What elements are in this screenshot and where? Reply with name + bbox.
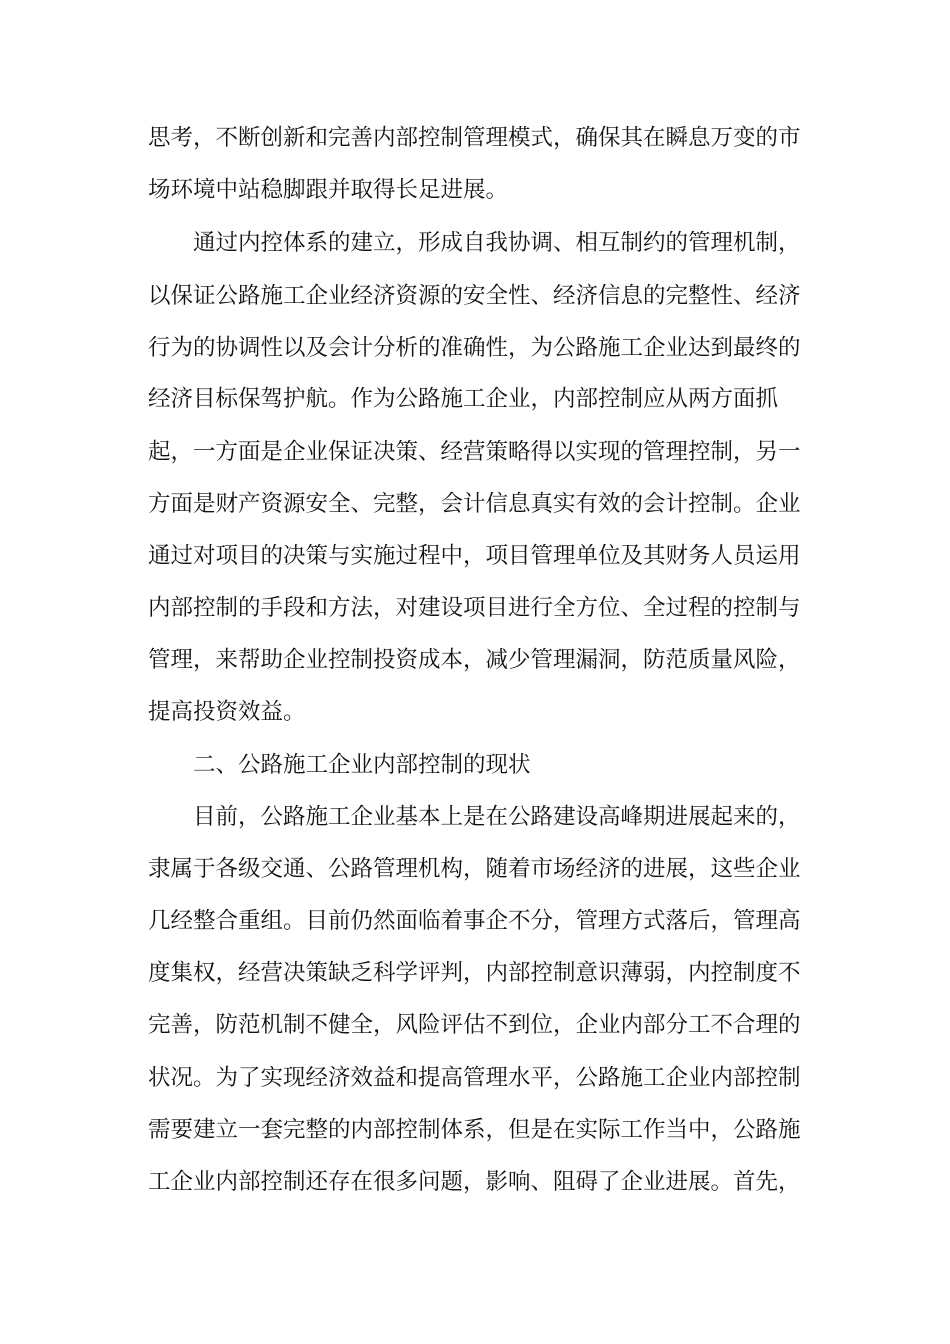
text-line <box>0 432 950 472</box>
text-line <box>0 849 950 889</box>
text-line <box>0 1162 950 1202</box>
text-line-content: 提高投资效益。 <box>148 699 306 725</box>
text-line <box>0 276 950 316</box>
text-line-content: 状况。为了实现经济效益和提高管理水平，公路施工企业内部控制 <box>148 1065 801 1091</box>
text-line-content: 场环境中站稳脚跟并取得长足进展。 <box>148 177 509 203</box>
text-line-content: 需要建立一套完整的内部控制体系，但是在实际工作当中，公路施 <box>148 1117 801 1143</box>
text-line-content: 目前，公路施工企业基本上是在公路建设高峰期进展起来的， <box>193 804 801 830</box>
text-line-content: 方面是财产资源安全、完整，会计信息真实有效的会计控制。企业 <box>148 491 801 517</box>
text-line-content: 隶属于各级交通、公路管理机构，随着市场经济的进展，这些企业 <box>148 856 801 882</box>
text-line <box>0 797 950 837</box>
text-line-content: 管理，来帮助企业控制投资成本，减少管理漏洞，防范质量风险， <box>148 647 801 673</box>
text-line-content: 思考，不断创新和完善内部控制管理模式，确保其在瞬息万变的市 <box>148 125 801 151</box>
text-line-content: 通过对项目的决策与实施过程中，项目管理单位及其财务人员运用 <box>148 543 801 569</box>
text-line <box>0 640 950 680</box>
text-line-content: 度集权，经营决策缺乏科学评判，内部控制意识薄弱，内控制度不 <box>148 960 801 986</box>
text-line <box>0 536 950 576</box>
text-line <box>0 170 950 210</box>
text-line <box>0 953 950 993</box>
text-line <box>0 118 950 158</box>
text-line-content: 工企业内部控制还存在很多问题，影响、阻碍了企业进展。首先， <box>148 1169 801 1195</box>
text-line-content: 完善，防范机制不健全，风险评估不到位，企业内部分工不合理的 <box>148 1012 801 1038</box>
text-line-content: 几经整合重组。目前仍然面临着事企不分，管理方式落后，管理高 <box>148 908 801 934</box>
section-heading <box>0 745 950 785</box>
text-line <box>0 1058 950 1098</box>
text-line-content: 行为的协调性以及会计分析的准确性，为公路施工企业达到最终的 <box>148 335 801 361</box>
text-line-content: 经济目标保驾护航。作为公路施工企业，内部控制应从两方面抓 <box>148 386 779 412</box>
text-line <box>0 588 950 628</box>
text-line-content: 通过内控体系的建立，形成自我协调、相互制约的管理机制， <box>193 230 801 256</box>
section-heading-text: 二、公路施工企业内部控制的现状 <box>193 752 531 778</box>
text-line <box>0 379 950 419</box>
text-line <box>0 328 950 368</box>
text-line-content: 起，一方面是企业保证决策、经营策略得以实现的管理控制，另一 <box>148 439 801 465</box>
text-line <box>0 1110 950 1150</box>
text-line <box>0 901 950 941</box>
text-line <box>0 692 950 732</box>
text-line-content: 内部控制的手段和方法，对建设项目进行全方位、全过程的控制与 <box>148 595 801 621</box>
text-line <box>0 1005 950 1045</box>
text-line <box>0 223 950 263</box>
text-line-content: 以保证公路施工企业经济资源的安全性、经济信息的完整性、经济 <box>148 283 801 309</box>
text-line <box>0 484 950 524</box>
